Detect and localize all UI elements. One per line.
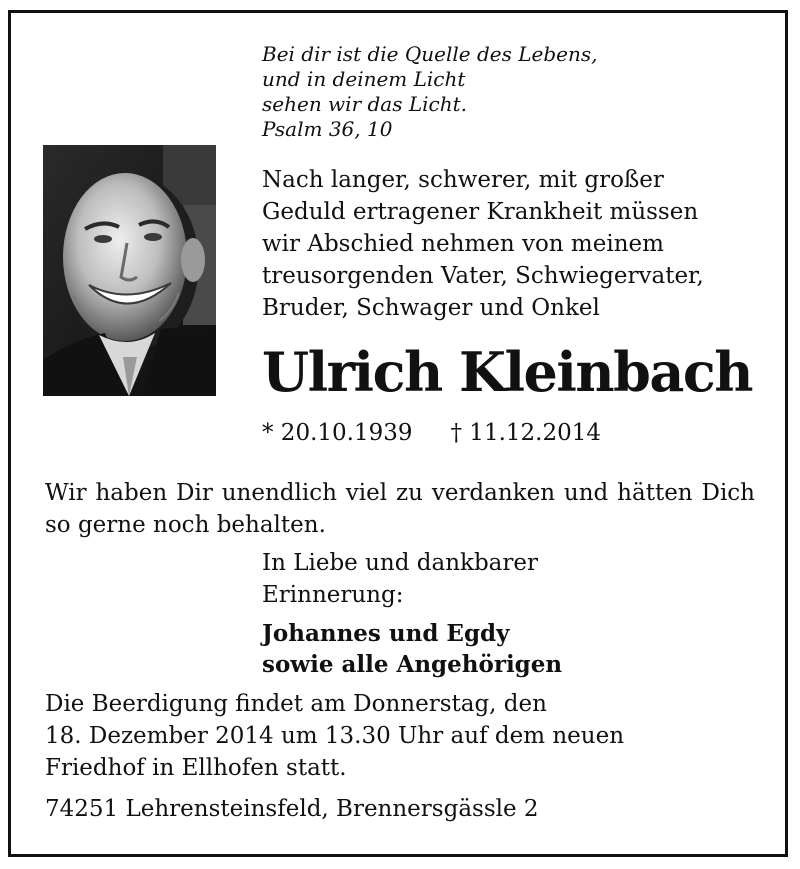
funeral-info bbox=[45, 688, 624, 784]
mourners-line: sowie alle Angehörigen bbox=[262, 651, 563, 678]
intro-line: Nach langer, schwerer, mit großer bbox=[262, 167, 664, 193]
birth-date: * 20.10.1939 bbox=[262, 420, 413, 446]
mourners bbox=[262, 618, 562, 680]
intro-line: wir Abschied nehmen von meinem bbox=[262, 231, 664, 257]
mourners-line: Johannes und Egdy bbox=[262, 620, 510, 647]
funeral-line: Die Beerdigung findet am Donnerstag, den bbox=[45, 691, 547, 717]
intro-line: Geduld ertragener Krankheit müssen bbox=[262, 199, 699, 225]
psalm-line: und in deinem Licht bbox=[262, 67, 466, 91]
intro-line: Bruder, Schwager und Onkel bbox=[262, 295, 600, 321]
funeral-line: 18. Dezember 2014 um 13.30 Uhr auf dem neuen bbox=[45, 723, 625, 749]
psalm-line: Bei dir ist die Quelle des Lebens, bbox=[262, 42, 598, 66]
thanks-text: Wir haben Dir unendlich viel zu verdanken und hätten Dich so gerne noch behalten. bbox=[45, 480, 755, 538]
closing-text bbox=[262, 547, 538, 611]
deceased-name: Ulrich Kleinbach bbox=[262, 340, 752, 404]
address: 74251 Lehrensteinsfeld, Brennersgässle 2 bbox=[45, 796, 539, 822]
portrait-photo bbox=[43, 145, 216, 396]
closing-line: Erinnerung: bbox=[262, 582, 404, 608]
intro-line: treusorgenden Vater, Schwiegervater, bbox=[262, 263, 704, 289]
death-date: † 11.12.2014 bbox=[450, 420, 601, 446]
closing-line: In Liebe und dankbarer bbox=[262, 550, 538, 576]
psalm-line: sehen wir das Licht. bbox=[262, 92, 467, 116]
portrait-image bbox=[43, 145, 216, 396]
intro-text bbox=[262, 164, 704, 324]
funeral-line: Friedhof in Ellhofen statt. bbox=[45, 755, 347, 781]
life-dates bbox=[262, 418, 601, 448]
psalm-quote bbox=[262, 42, 597, 142]
psalm-reference: Psalm 36, 10 bbox=[262, 117, 393, 141]
